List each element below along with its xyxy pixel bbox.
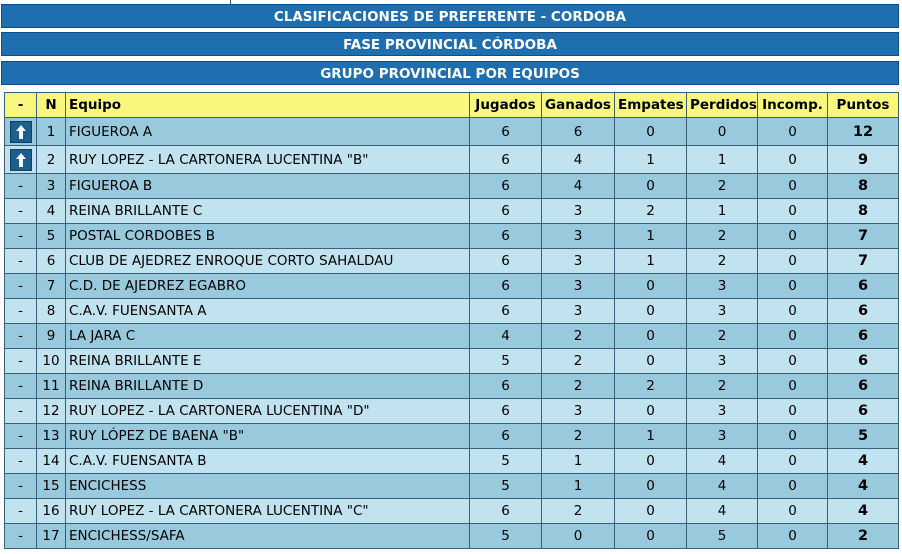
team-name[interactable]: LA JARA C	[66, 324, 470, 349]
points-cell: 7	[828, 224, 899, 249]
trend-cell: -	[5, 174, 37, 199]
table-row	[5, 399, 899, 424]
trend-cell: -	[5, 524, 37, 549]
team-name[interactable]: C.D. DE AJEDREZ EGABRO	[66, 274, 470, 299]
table-row	[5, 474, 899, 499]
played-cell: 6	[470, 224, 542, 249]
points-cell: 8	[828, 174, 899, 199]
header-lost[interactable]: Perdidos	[687, 93, 758, 118]
points-cell: 6	[828, 374, 899, 399]
played-cell: 6	[470, 249, 542, 274]
drawn-cell: 1	[615, 224, 687, 249]
team-name[interactable]: RUY LOPEZ - LA CARTONERA LUCENTINA "D"	[66, 399, 470, 424]
drawn-cell: 0	[615, 174, 687, 199]
table-row	[5, 249, 899, 274]
points-cell: 7	[828, 249, 899, 274]
played-cell: 6	[470, 399, 542, 424]
won-cell: 3	[542, 199, 615, 224]
position-cell: 13	[37, 424, 66, 449]
position-cell: 9	[37, 324, 66, 349]
points-cell: 4	[828, 449, 899, 474]
points-cell: 9	[828, 146, 899, 174]
lost-cell: 2	[687, 249, 758, 274]
table-row	[5, 199, 899, 224]
played-cell: 6	[470, 118, 542, 146]
trend-cell: -	[5, 349, 37, 374]
incomplete-cell: 0	[758, 174, 828, 199]
incomplete-cell: 0	[758, 224, 828, 249]
drawn-cell: 0	[615, 324, 687, 349]
incomplete-cell: 0	[758, 524, 828, 549]
position-cell: 1	[37, 118, 66, 146]
up-arrow-icon	[10, 149, 32, 171]
played-cell: 6	[470, 174, 542, 199]
table-row	[5, 524, 899, 549]
incomplete-cell: 0	[758, 249, 828, 274]
drawn-cell: 2	[615, 199, 687, 224]
lost-cell: 3	[687, 399, 758, 424]
points-cell: 6	[828, 349, 899, 374]
played-cell: 5	[470, 474, 542, 499]
points-cell: 4	[828, 474, 899, 499]
drawn-cell: 0	[615, 399, 687, 424]
won-cell: 0	[542, 524, 615, 549]
table-row	[5, 118, 899, 146]
header-trend: -	[5, 93, 37, 118]
table-row	[5, 374, 899, 399]
incomplete-cell: 0	[758, 274, 828, 299]
table-row	[5, 224, 899, 249]
incomplete-cell: 0	[758, 499, 828, 524]
played-cell: 5	[470, 449, 542, 474]
position-cell: 4	[37, 199, 66, 224]
won-cell: 4	[542, 146, 615, 174]
lost-cell: 5	[687, 524, 758, 549]
table-row	[5, 424, 899, 449]
header-drawn[interactable]: Empates	[615, 93, 687, 118]
team-name[interactable]: ENCICHESS/SAFA	[66, 524, 470, 549]
trend-cell: -	[5, 474, 37, 499]
team-name[interactable]: ENCICHESS	[66, 474, 470, 499]
drawn-cell: 0	[615, 499, 687, 524]
lost-cell: 4	[687, 499, 758, 524]
won-cell: 4	[542, 174, 615, 199]
trend-cell: -	[5, 424, 37, 449]
header-row	[5, 93, 899, 118]
lost-cell: 3	[687, 349, 758, 374]
won-cell: 2	[542, 349, 615, 374]
won-cell: 3	[542, 299, 615, 324]
team-name[interactable]: C.A.V. FUENSANTA B	[66, 449, 470, 474]
header-incomplete[interactable]: Incomp.	[758, 93, 828, 118]
trend-cell: -	[5, 499, 37, 524]
table-row	[5, 499, 899, 524]
won-cell: 2	[542, 324, 615, 349]
table-row	[5, 274, 899, 299]
played-cell: 6	[470, 424, 542, 449]
position-cell: 7	[37, 274, 66, 299]
incomplete-cell: 0	[758, 424, 828, 449]
drawn-cell: 0	[615, 349, 687, 374]
lost-cell: 4	[687, 449, 758, 474]
position-cell: 5	[37, 224, 66, 249]
played-cell: 5	[470, 524, 542, 549]
position-cell: 15	[37, 474, 66, 499]
trend-cell: -	[5, 224, 37, 249]
played-cell: 6	[470, 499, 542, 524]
lost-cell: 3	[687, 424, 758, 449]
trend-cell: -	[5, 374, 37, 399]
played-cell: 6	[470, 299, 542, 324]
played-cell: 6	[470, 374, 542, 399]
incomplete-cell: 0	[758, 374, 828, 399]
drawn-cell: 0	[615, 274, 687, 299]
position-cell: 16	[37, 499, 66, 524]
drawn-cell: 1	[615, 146, 687, 174]
drawn-cell: 0	[615, 474, 687, 499]
won-cell: 2	[542, 374, 615, 399]
position-cell: 6	[37, 249, 66, 274]
won-cell: 1	[542, 449, 615, 474]
incomplete-cell: 0	[758, 449, 828, 474]
table-row	[5, 349, 899, 374]
team-name[interactable]: CLUB DE AJEDREZ ENROQUE CORTO SAHALDAU	[66, 249, 470, 274]
played-cell: 6	[470, 146, 542, 174]
table-row	[5, 146, 899, 174]
won-cell: 1	[542, 474, 615, 499]
incomplete-cell: 0	[758, 199, 828, 224]
header-points[interactable]: Puntos	[828, 93, 899, 118]
incomplete-cell: 0	[758, 399, 828, 424]
trend-cell: -	[5, 299, 37, 324]
lost-cell: 1	[687, 146, 758, 174]
incomplete-cell: 0	[758, 299, 828, 324]
standings-table	[4, 92, 899, 549]
drawn-cell: 0	[615, 449, 687, 474]
position-cell: 8	[37, 299, 66, 324]
won-cell: 2	[542, 499, 615, 524]
position-cell: 14	[37, 449, 66, 474]
won-cell: 3	[542, 274, 615, 299]
table-row	[5, 174, 899, 199]
drawn-cell: 0	[615, 524, 687, 549]
up-arrow-icon	[10, 121, 32, 143]
incomplete-cell: 0	[758, 349, 828, 374]
lost-cell: 1	[687, 199, 758, 224]
trend-cell: -	[5, 199, 37, 224]
page-title: CLASIFICACIONES DE PREFERENTE - CORDOBA	[1, 4, 899, 28]
points-cell: 6	[828, 299, 899, 324]
table-row	[5, 449, 899, 474]
group-title: GRUPO PROVINCIAL POR EQUIPOS	[1, 61, 899, 85]
points-cell: 6	[828, 274, 899, 299]
position-cell: 3	[37, 174, 66, 199]
played-cell: 5	[470, 349, 542, 374]
drawn-cell: 0	[615, 299, 687, 324]
points-cell: 8	[828, 199, 899, 224]
points-cell: 2	[828, 524, 899, 549]
points-cell: 4	[828, 499, 899, 524]
trend-cell	[5, 118, 37, 146]
drawn-cell: 2	[615, 374, 687, 399]
played-cell: 4	[470, 324, 542, 349]
lost-cell: 2	[687, 224, 758, 249]
team-name[interactable]: RUY LÓPEZ DE BAENA "B"	[66, 424, 470, 449]
table-row	[5, 299, 899, 324]
incomplete-cell: 0	[758, 118, 828, 146]
trend-cell: -	[5, 399, 37, 424]
position-cell: 12	[37, 399, 66, 424]
lost-cell: 0	[687, 118, 758, 146]
played-cell: 6	[470, 199, 542, 224]
position-cell: 11	[37, 374, 66, 399]
lost-cell: 2	[687, 374, 758, 399]
points-cell: 12	[828, 118, 899, 146]
phase-title: FASE PROVINCIAL CÓRDOBA	[1, 32, 899, 56]
points-cell: 6	[828, 399, 899, 424]
team-name[interactable]: RUY LOPEZ - LA CARTONERA LUCENTINA "C"	[66, 499, 470, 524]
header-won[interactable]: Ganados	[542, 93, 615, 118]
won-cell: 2	[542, 424, 615, 449]
trend-cell: -	[5, 274, 37, 299]
team-name[interactable]: REINA BRILLANTE E	[66, 349, 470, 374]
played-cell: 6	[470, 274, 542, 299]
lost-cell: 3	[687, 299, 758, 324]
position-cell: 2	[37, 146, 66, 174]
drawn-cell: 1	[615, 424, 687, 449]
table-row	[5, 324, 899, 349]
won-cell: 3	[542, 399, 615, 424]
team-name[interactable]: FIGUEROA A	[66, 118, 470, 146]
team-name[interactable]: REINA BRILLANTE D	[66, 374, 470, 399]
lost-cell: 2	[687, 174, 758, 199]
lost-cell: 2	[687, 324, 758, 349]
trend-cell: -	[5, 449, 37, 474]
lost-cell: 4	[687, 474, 758, 499]
drawn-cell: 1	[615, 249, 687, 274]
team-name[interactable]: POSTAL CORDOBES B	[66, 224, 470, 249]
team-name[interactable]: C.A.V. FUENSANTA A	[66, 299, 470, 324]
drawn-cell: 0	[615, 118, 687, 146]
header-n: N	[37, 93, 66, 118]
team-name[interactable]: RUY LOPEZ - LA CARTONERA LUCENTINA "B"	[66, 146, 470, 174]
incomplete-cell: 0	[758, 324, 828, 349]
incomplete-cell: 0	[758, 474, 828, 499]
team-name[interactable]: FIGUEROA B	[66, 174, 470, 199]
points-cell: 6	[828, 324, 899, 349]
position-cell: 17	[37, 524, 66, 549]
trend-cell	[5, 146, 37, 174]
won-cell: 3	[542, 224, 615, 249]
team-name[interactable]: REINA BRILLANTE C	[66, 199, 470, 224]
trend-cell: -	[5, 249, 37, 274]
lost-cell: 3	[687, 274, 758, 299]
header-played[interactable]: Jugados	[470, 93, 542, 118]
won-cell: 6	[542, 118, 615, 146]
position-cell: 10	[37, 349, 66, 374]
trend-cell: -	[5, 324, 37, 349]
incomplete-cell: 0	[758, 146, 828, 174]
points-cell: 5	[828, 424, 899, 449]
header-team[interactable]: Equipo	[66, 93, 470, 118]
won-cell: 3	[542, 249, 615, 274]
